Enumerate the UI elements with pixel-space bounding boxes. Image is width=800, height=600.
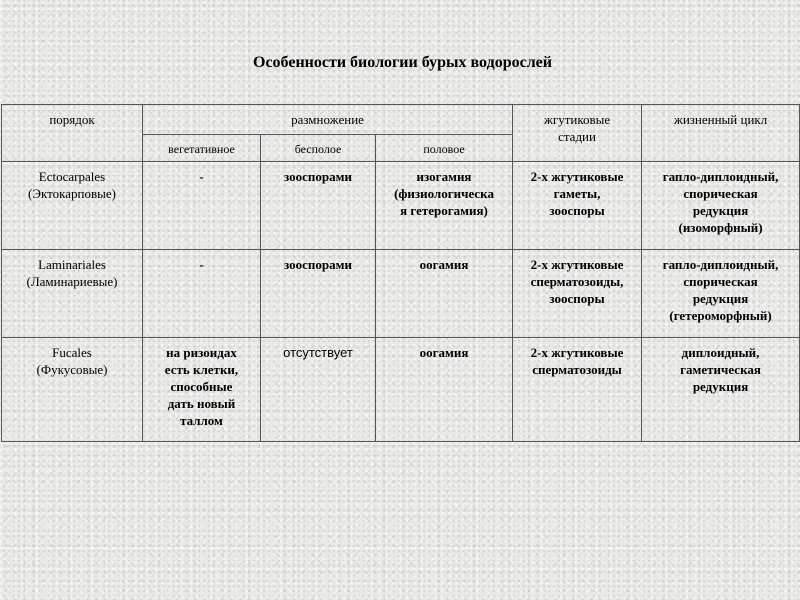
row-flagellar: 2-х жгутиковые сперматозоиды, зооспоры (513, 250, 642, 338)
header-asexual: бесполое (261, 135, 376, 162)
header-flagellar-stages: жгутиковые стадии (513, 105, 642, 162)
row-order: Fucales (Фукусовые) (2, 338, 143, 442)
table-header-row (2, 105, 800, 135)
row-vegetative: - (143, 162, 261, 250)
row-asexual: отсутствует (261, 338, 376, 442)
row-sexual: оогамия (376, 250, 513, 338)
page-title: Особенности биологии бурых водорослей (253, 54, 552, 71)
row-vegetative: на ризоидах есть клетки, способные дать новый таллом (143, 338, 261, 442)
table-row (2, 250, 800, 338)
header-vegetative: вегетативное (143, 135, 261, 162)
table-row (2, 162, 800, 250)
row-life-cycle: гапло-диплоидный, спорическая редукция (гетероморфный) (642, 250, 800, 338)
header-life-cycle: жизненный цикл (642, 105, 800, 162)
row-asexual: зооспорами (261, 250, 376, 338)
row-asexual: зооспорами (261, 162, 376, 250)
row-vegetative: - (143, 250, 261, 338)
header-sexual: половое (376, 135, 513, 162)
row-sexual: изогамия (физиологическа я гетерогамия) (376, 162, 513, 250)
row-sexual: оогамия (376, 338, 513, 442)
row-flagellar: 2-х жгутиковые гаметы, зооспоры (513, 162, 642, 250)
row-order: Ectocarpales (Эктокарповые) (2, 162, 143, 250)
row-flagellar: 2-х жгутиковые сперматозоиды (513, 338, 642, 442)
header-reproduction: размножение (143, 105, 513, 135)
row-life-cycle: гапло-диплоидный, спорическая редукция (изоморфный) (642, 162, 800, 250)
row-life-cycle: диплоидный, гаметическая редукция (642, 338, 800, 442)
table-row (2, 338, 800, 442)
biology-table (1, 104, 800, 442)
row-order: Laminariales (Ламинариевые) (2, 250, 143, 338)
header-order: порядок (2, 105, 143, 162)
